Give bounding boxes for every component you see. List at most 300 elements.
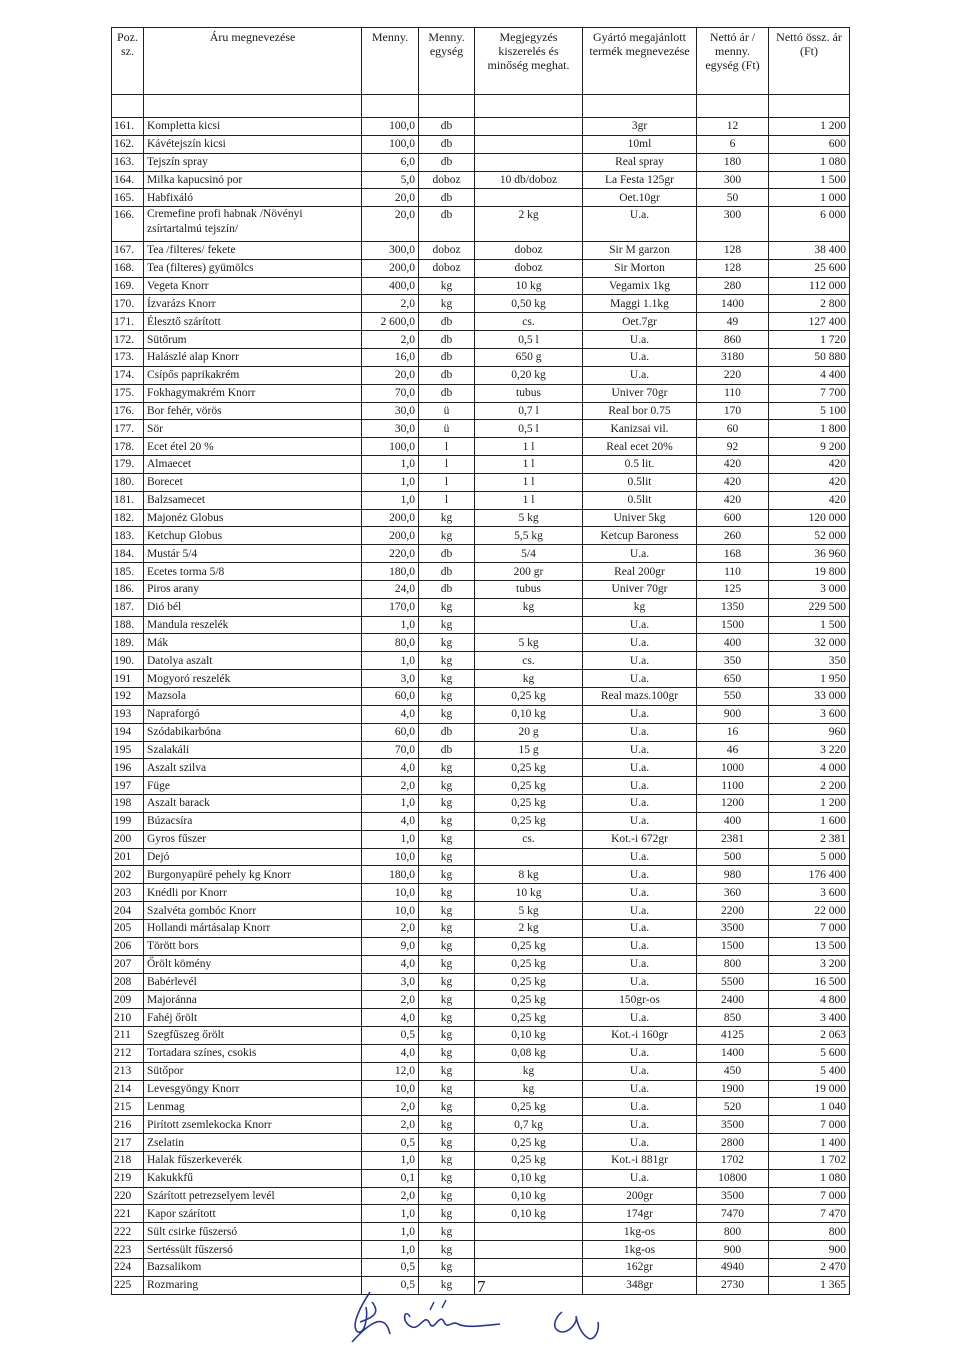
- table-row: [112, 366, 850, 384]
- row-maker: U.a.: [583, 741, 697, 759]
- row-total: 36 960: [769, 545, 850, 563]
- row-maker: U.a.: [583, 919, 697, 937]
- row-name: Habfixáló: [144, 189, 362, 207]
- row-qty: 16,0: [362, 348, 419, 366]
- row-note: 0,10 kg: [475, 1169, 583, 1187]
- row-poz: 209: [112, 991, 144, 1009]
- row-maker: U.a.: [583, 723, 697, 741]
- row-poz: 168.: [112, 259, 144, 277]
- row-poz: 201: [112, 848, 144, 866]
- row-maker: 0.5 lit.: [583, 456, 697, 474]
- row-qty: 30,0: [362, 420, 419, 438]
- row-note: 15 g: [475, 741, 583, 759]
- row-price: 450: [697, 1062, 769, 1080]
- row-poz: 204: [112, 902, 144, 920]
- row-maker: Kot.-i 672gr: [583, 830, 697, 848]
- row-name: Mák: [144, 634, 362, 652]
- table-row: [112, 973, 850, 991]
- row-unit: kg: [419, 509, 475, 527]
- row-unit: kg: [419, 1009, 475, 1027]
- row-maker: U.a.: [583, 955, 697, 973]
- row-name: Cremefine profi habnak /Növényi zsírtartalmú tejszín/: [144, 207, 362, 242]
- row-poz: 177.: [112, 420, 144, 438]
- row-name: Mandula reszelék: [144, 616, 362, 634]
- row-poz: 179.: [112, 456, 144, 474]
- row-qty: 3,0: [362, 670, 419, 688]
- row-price: 300: [697, 207, 769, 242]
- table-row: [112, 1044, 850, 1062]
- row-maker: U.a.: [583, 937, 697, 955]
- header-row: [112, 28, 850, 95]
- row-price: 260: [697, 527, 769, 545]
- row-poz: 214: [112, 1080, 144, 1098]
- row-price: 520: [697, 1098, 769, 1116]
- row-unit: kg: [419, 884, 475, 902]
- row-price: 46: [697, 741, 769, 759]
- row-price: 7470: [697, 1205, 769, 1223]
- row-unit: kg: [419, 634, 475, 652]
- table-row: [112, 402, 850, 420]
- row-note: kg: [475, 1080, 583, 1098]
- row-unit: kg: [419, 527, 475, 545]
- row-maker: Sir M garzon: [583, 241, 697, 259]
- row-total: 1 720: [769, 331, 850, 349]
- row-unit: kg: [419, 1276, 475, 1294]
- row-qty: 300,0: [362, 241, 419, 259]
- row-note: [475, 118, 583, 136]
- row-qty: 2,0: [362, 1116, 419, 1134]
- table-row: [112, 331, 850, 349]
- table-row: [112, 670, 850, 688]
- table-row: [112, 955, 850, 973]
- row-poz: 162.: [112, 135, 144, 153]
- row-total: 1 080: [769, 153, 850, 171]
- row-total: 22 000: [769, 902, 850, 920]
- row-name: Borecet: [144, 473, 362, 491]
- row-qty: 4,0: [362, 759, 419, 777]
- row-maker: Oet.10gr: [583, 189, 697, 207]
- row-name: Tea (filteres) gyümölcs: [144, 259, 362, 277]
- row-poz: 206: [112, 937, 144, 955]
- row-unit: kg: [419, 777, 475, 795]
- row-total: 2 470: [769, 1259, 850, 1277]
- row-price: 500: [697, 848, 769, 866]
- table-row: [112, 1241, 850, 1259]
- row-unit: kg: [419, 1241, 475, 1259]
- row-name: Ízvarázs Knorr: [144, 295, 362, 313]
- row-qty: 2,0: [362, 331, 419, 349]
- row-total: 5 000: [769, 848, 850, 866]
- row-unit: db: [419, 384, 475, 402]
- row-maker: Kot.-i 160gr: [583, 1027, 697, 1045]
- row-maker: U.a.: [583, 848, 697, 866]
- row-poz: 202: [112, 866, 144, 884]
- table-row: [112, 884, 850, 902]
- row-total: 9 200: [769, 438, 850, 456]
- row-price: 650: [697, 670, 769, 688]
- row-note: tubus: [475, 384, 583, 402]
- row-qty: 100,0: [362, 118, 419, 136]
- table-row: [112, 777, 850, 795]
- row-total: 3 000: [769, 580, 850, 598]
- row-poz: 207: [112, 955, 144, 973]
- row-unit: kg: [419, 1080, 475, 1098]
- header-qty: Menny.: [362, 28, 419, 95]
- row-poz: 195: [112, 741, 144, 759]
- row-qty: 2 600,0: [362, 313, 419, 331]
- row-note: 5 kg: [475, 902, 583, 920]
- row-total: 7 000: [769, 919, 850, 937]
- row-unit: kg: [419, 919, 475, 937]
- row-name: Fokhagymakrém Knorr: [144, 384, 362, 402]
- row-price: 220: [697, 366, 769, 384]
- table-row: [112, 830, 850, 848]
- row-price: 50: [697, 189, 769, 207]
- row-unit: db: [419, 723, 475, 741]
- row-name: Knédli por Knorr: [144, 884, 362, 902]
- row-poz: 187.: [112, 598, 144, 616]
- row-poz: 188.: [112, 616, 144, 634]
- row-note: cs.: [475, 652, 583, 670]
- row-qty: 2,0: [362, 777, 419, 795]
- row-unit: kg: [419, 688, 475, 706]
- row-note: 0,10 kg: [475, 1187, 583, 1205]
- row-total: 5 100: [769, 402, 850, 420]
- header-poz: Poz. sz.: [112, 28, 144, 95]
- row-total: 16 500: [769, 973, 850, 991]
- row-note: 10 kg: [475, 277, 583, 295]
- row-unit: kg: [419, 1205, 475, 1223]
- row-total: 800: [769, 1223, 850, 1241]
- row-qty: 10,0: [362, 884, 419, 902]
- row-total: 19 000: [769, 1080, 850, 1098]
- table-row: [112, 527, 850, 545]
- row-qty: 6,0: [362, 153, 419, 171]
- table-row: [112, 1116, 850, 1134]
- row-total: 2 200: [769, 777, 850, 795]
- row-note: 0,25 kg: [475, 973, 583, 991]
- row-total: 50 880: [769, 348, 850, 366]
- row-price: 1500: [697, 616, 769, 634]
- row-unit: kg: [419, 1169, 475, 1187]
- row-maker: 10ml: [583, 135, 697, 153]
- row-unit: kg: [419, 652, 475, 670]
- row-poz: 183.: [112, 527, 144, 545]
- row-name: Szárított petrezselyem levél: [144, 1187, 362, 1205]
- row-qty: 10,0: [362, 1080, 419, 1098]
- row-qty: 30,0: [362, 402, 419, 420]
- row-note: kg: [475, 598, 583, 616]
- row-price: 1350: [697, 598, 769, 616]
- row-unit: kg: [419, 1062, 475, 1080]
- row-name: Milka kapucsinó por: [144, 171, 362, 189]
- row-unit: db: [419, 153, 475, 171]
- row-name: Szegfűszeg őrölt: [144, 1027, 362, 1045]
- row-note: 0,25 kg: [475, 937, 583, 955]
- table-row: [112, 866, 850, 884]
- row-maker: U.a.: [583, 884, 697, 902]
- row-maker: U.a.: [583, 973, 697, 991]
- row-price: 125: [697, 580, 769, 598]
- table-row: [112, 1187, 850, 1205]
- row-total: 4 800: [769, 991, 850, 1009]
- row-note: 0,25 kg: [475, 955, 583, 973]
- row-name: Babérlevél: [144, 973, 362, 991]
- row-total: 3 400: [769, 1009, 850, 1027]
- row-price: 800: [697, 1223, 769, 1241]
- table-row: [112, 723, 850, 741]
- row-qty: 20,0: [362, 189, 419, 207]
- row-qty: 10,0: [362, 848, 419, 866]
- row-unit: kg: [419, 295, 475, 313]
- row-price: 4125: [697, 1027, 769, 1045]
- header-total: Nettó össz. ár (Ft): [769, 28, 850, 95]
- row-total: 25 600: [769, 259, 850, 277]
- row-qty: 1,0: [362, 795, 419, 813]
- row-qty: 1,0: [362, 652, 419, 670]
- row-maker: 1kg-os: [583, 1223, 697, 1241]
- row-total: 52 000: [769, 527, 850, 545]
- row-poz: 180.: [112, 473, 144, 491]
- row-name: Vegeta Knorr: [144, 277, 362, 295]
- row-total: 32 000: [769, 634, 850, 652]
- row-total: 3 200: [769, 955, 850, 973]
- row-maker: U.a.: [583, 348, 697, 366]
- row-note: 10 kg: [475, 884, 583, 902]
- row-price: 3180: [697, 348, 769, 366]
- row-maker: 200gr: [583, 1187, 697, 1205]
- row-note: 0,50 kg: [475, 295, 583, 313]
- row-note: doboz: [475, 241, 583, 259]
- row-total: 1 040: [769, 1098, 850, 1116]
- row-name: Hollandi mártásalap Knorr: [144, 919, 362, 937]
- row-total: 350: [769, 652, 850, 670]
- row-name: Csípős paprikakrém: [144, 366, 362, 384]
- row-note: 0,10 kg: [475, 1205, 583, 1223]
- row-note: 20 g: [475, 723, 583, 741]
- row-poz: 173.: [112, 348, 144, 366]
- row-poz: 211: [112, 1027, 144, 1045]
- row-qty: 200,0: [362, 259, 419, 277]
- row-name: Almaecet: [144, 456, 362, 474]
- table-row: [112, 1223, 850, 1241]
- row-poz: 200: [112, 830, 144, 848]
- row-maker: U.a.: [583, 366, 697, 384]
- row-note: [475, 1241, 583, 1259]
- row-total: 420: [769, 491, 850, 509]
- row-name: Levesgyöngy Knorr: [144, 1080, 362, 1098]
- table-row: [112, 348, 850, 366]
- row-unit: kg: [419, 277, 475, 295]
- row-qty: 9,0: [362, 937, 419, 955]
- row-note: 0,5 l: [475, 420, 583, 438]
- row-note: kg: [475, 670, 583, 688]
- row-total: 600: [769, 135, 850, 153]
- row-unit: l: [419, 456, 475, 474]
- row-unit: doboz: [419, 241, 475, 259]
- row-maker: 1kg-os: [583, 1241, 697, 1259]
- row-poz: 178.: [112, 438, 144, 456]
- table-row: [112, 741, 850, 759]
- row-price: 3500: [697, 1187, 769, 1205]
- row-unit: ü: [419, 402, 475, 420]
- row-unit: kg: [419, 1187, 475, 1205]
- header-price: Nettó ár / menny. egység (Ft): [697, 28, 769, 95]
- row-unit: kg: [419, 830, 475, 848]
- row-name: Mazsola: [144, 688, 362, 706]
- row-unit: kg: [419, 1027, 475, 1045]
- row-unit: doboz: [419, 171, 475, 189]
- table-row: [112, 598, 850, 616]
- row-price: 1900: [697, 1080, 769, 1098]
- table-row: [112, 705, 850, 723]
- row-note: 8 kg: [475, 866, 583, 884]
- row-maker: U.a.: [583, 902, 697, 920]
- table-row: [112, 259, 850, 277]
- row-qty: 1,0: [362, 1151, 419, 1169]
- row-unit: kg: [419, 955, 475, 973]
- row-unit: db: [419, 331, 475, 349]
- row-price: 1400: [697, 295, 769, 313]
- row-qty: 1,0: [362, 830, 419, 848]
- row-total: 900: [769, 1241, 850, 1259]
- table-row: [112, 1062, 850, 1080]
- row-name: Őrölt kömény: [144, 955, 362, 973]
- row-unit: l: [419, 473, 475, 491]
- row-note: 0,10 kg: [475, 705, 583, 723]
- row-poz: 191: [112, 670, 144, 688]
- row-poz: 220: [112, 1187, 144, 1205]
- row-maker: Real ecet 20%: [583, 438, 697, 456]
- row-maker: U.a.: [583, 812, 697, 830]
- row-note: 2 kg: [475, 919, 583, 937]
- row-note: 0,25 kg: [475, 795, 583, 813]
- row-maker: Real spray: [583, 153, 697, 171]
- row-price: 2400: [697, 991, 769, 1009]
- row-name: Bor fehér, vörös: [144, 402, 362, 420]
- row-name: Kakukkfű: [144, 1169, 362, 1187]
- row-maker: Ketcup Baroness: [583, 527, 697, 545]
- price-table: [111, 27, 850, 1295]
- row-total: 1 500: [769, 616, 850, 634]
- row-poz: 167.: [112, 241, 144, 259]
- row-price: 110: [697, 563, 769, 581]
- row-qty: 1,0: [362, 1205, 419, 1223]
- table-row: [112, 313, 850, 331]
- row-poz: 172.: [112, 331, 144, 349]
- row-poz: 184.: [112, 545, 144, 563]
- table-row: [112, 812, 850, 830]
- row-maker: U.a.: [583, 1080, 697, 1098]
- row-name: Mustár 5/4: [144, 545, 362, 563]
- row-name: Kapor szárított: [144, 1205, 362, 1223]
- row-qty: 3,0: [362, 973, 419, 991]
- row-maker: Univer 5kg: [583, 509, 697, 527]
- table-row: [112, 1027, 850, 1045]
- row-total: 3 600: [769, 705, 850, 723]
- table-row: [112, 1169, 850, 1187]
- row-name: Tea /filteres/ fekete: [144, 241, 362, 259]
- row-poz: 166.: [112, 207, 144, 242]
- row-price: 420: [697, 456, 769, 474]
- row-qty: 20,0: [362, 366, 419, 384]
- row-unit: ü: [419, 420, 475, 438]
- row-maker: 174gr: [583, 1205, 697, 1223]
- row-unit: kg: [419, 812, 475, 830]
- row-price: 2730: [697, 1276, 769, 1294]
- row-name: Kávétejszín kicsi: [144, 135, 362, 153]
- row-maker: kg: [583, 598, 697, 616]
- table-row: [112, 759, 850, 777]
- row-price: 600: [697, 509, 769, 527]
- row-total: 229 500: [769, 598, 850, 616]
- row-price: 400: [697, 634, 769, 652]
- row-qty: 2,0: [362, 919, 419, 937]
- row-maker: 150gr-os: [583, 991, 697, 1009]
- row-qty: 70,0: [362, 384, 419, 402]
- row-maker: U.a.: [583, 866, 697, 884]
- row-price: 800: [697, 955, 769, 973]
- row-maker: Real bor 0.75: [583, 402, 697, 420]
- row-price: 400: [697, 812, 769, 830]
- row-poz: 210: [112, 1009, 144, 1027]
- row-maker: U.a.: [583, 1009, 697, 1027]
- row-poz: 192: [112, 688, 144, 706]
- row-poz: 175.: [112, 384, 144, 402]
- row-price: 170: [697, 402, 769, 420]
- row-total: 1 200: [769, 118, 850, 136]
- row-price: 16: [697, 723, 769, 741]
- row-price: 10800: [697, 1169, 769, 1187]
- row-name: Szalakáli: [144, 741, 362, 759]
- row-price: 900: [697, 1241, 769, 1259]
- table-row: [112, 420, 850, 438]
- row-unit: kg: [419, 616, 475, 634]
- row-name: Dejó: [144, 848, 362, 866]
- row-maker: U.a.: [583, 1098, 697, 1116]
- row-name: Ecetes torma 5/8: [144, 563, 362, 581]
- row-maker: La Festa 125gr: [583, 171, 697, 189]
- row-name: Kompletta kicsi: [144, 118, 362, 136]
- row-price: 850: [697, 1009, 769, 1027]
- row-unit: kg: [419, 848, 475, 866]
- row-price: 360: [697, 884, 769, 902]
- row-maker: 3gr: [583, 118, 697, 136]
- row-maker: U.a.: [583, 759, 697, 777]
- row-maker: U.a.: [583, 1116, 697, 1134]
- row-unit: kg: [419, 670, 475, 688]
- row-qty: 2,0: [362, 295, 419, 313]
- row-note: 0,5 l: [475, 331, 583, 349]
- row-poz: 208: [112, 973, 144, 991]
- row-maker: U.a.: [583, 652, 697, 670]
- table-row: [112, 241, 850, 259]
- row-qty: 0,1: [362, 1169, 419, 1187]
- row-price: 1702: [697, 1151, 769, 1169]
- row-name: Halászlé alap Knorr: [144, 348, 362, 366]
- row-total: 6 000: [769, 207, 850, 242]
- row-note: 1 l: [475, 491, 583, 509]
- row-total: 1 600: [769, 812, 850, 830]
- table-row: [112, 580, 850, 598]
- row-note: 0,7 l: [475, 402, 583, 420]
- row-total: 176 400: [769, 866, 850, 884]
- row-qty: 2,0: [362, 1187, 419, 1205]
- row-price: 900: [697, 705, 769, 723]
- row-poz: 185.: [112, 563, 144, 581]
- row-total: 1 500: [769, 171, 850, 189]
- table-row: [112, 1009, 850, 1027]
